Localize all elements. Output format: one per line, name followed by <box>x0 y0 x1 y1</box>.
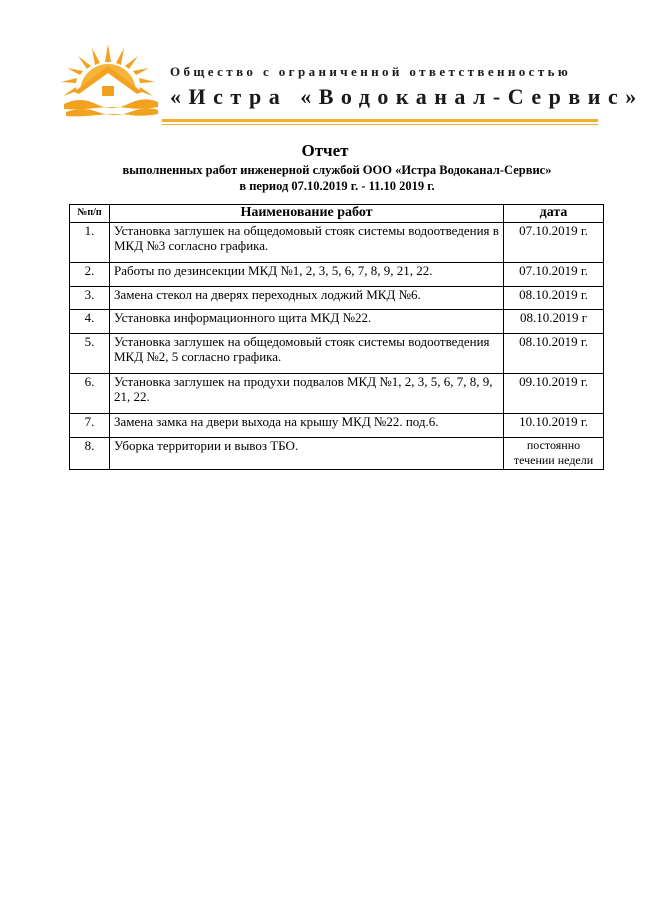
row-number: 5. <box>70 334 110 374</box>
row-work-name: Установка заглушек на общедомовый стояк системы водоотведения МКД №2, 5 согласно графика. <box>110 334 504 374</box>
row-date: 09.10.2019 г. <box>504 374 604 414</box>
row-number: 3. <box>70 287 110 310</box>
row-date: 08.10.2019 г. <box>504 334 604 374</box>
row-number: 1. <box>70 223 110 263</box>
works-table <box>69 204 604 470</box>
organization-type: Общество с ограниченной ответственностью <box>170 64 572 79</box>
row-number: 2. <box>70 263 110 287</box>
row-number: 7. <box>70 414 110 438</box>
table-header-row <box>70 205 604 223</box>
row-date: 07.10.2019 г. <box>504 223 604 263</box>
table-row <box>70 438 604 470</box>
row-date: 10.10.2019 г. <box>504 414 604 438</box>
report-subtitle: выполненных работ инженерной службой ООО «Истра Водоканал-Сервис» <box>122 163 552 177</box>
table-row <box>70 334 604 374</box>
header-rule-thin <box>162 124 598 125</box>
table-row <box>70 374 604 414</box>
row-work-name: Замена стекол на дверях переходных лоджий МКД №6. <box>110 287 504 310</box>
row-work-name: Установка заглушек на общедомовый стояк системы водоотведения в МКД №3 согласно графика. <box>110 223 504 263</box>
table-row <box>70 263 604 287</box>
row-date: 08.10.2019 г. <box>504 287 604 310</box>
row-work-name: Уборка территории и вывоз ТБО. <box>110 438 504 470</box>
table-row <box>70 223 604 263</box>
company-logo-sun-house-icon <box>58 42 162 118</box>
table-row <box>70 414 604 438</box>
table-row <box>70 310 604 334</box>
table-row <box>70 287 604 310</box>
report-period: в период 07.10.2019 г. - 11.10 2019 г. <box>239 179 435 193</box>
column-header-name: Наименование работ <box>110 205 504 223</box>
row-date: 07.10.2019 г. <box>504 263 604 287</box>
row-work-name: Установка информационного щита МКД №22. <box>110 310 504 334</box>
row-number: 8. <box>70 438 110 470</box>
row-number: 6. <box>70 374 110 414</box>
report-title: Отчет <box>301 141 349 160</box>
column-header-number: №п/п <box>70 205 110 223</box>
row-work-name: Замена замка на двери выхода на крышу МКД №22. под.6. <box>110 414 504 438</box>
row-work-name: Работы по дезинсекции МКД №1, 2, 3, 5, 6, 7, 8, 9, 21, 22. <box>110 263 504 287</box>
row-date: постоянно течении недели <box>504 438 604 470</box>
header-rule-thick <box>162 119 598 122</box>
organization-name: «Истра «Водоканал-Сервис» <box>170 84 644 109</box>
row-work-name: Установка заглушек на продухи подвалов МКД №1, 2, 3, 5, 6, 7, 8, 9, 21, 22. <box>110 374 504 414</box>
row-number: 4. <box>70 310 110 334</box>
row-date: 08.10.2019 г <box>504 310 604 334</box>
column-header-date: дата <box>504 205 604 223</box>
